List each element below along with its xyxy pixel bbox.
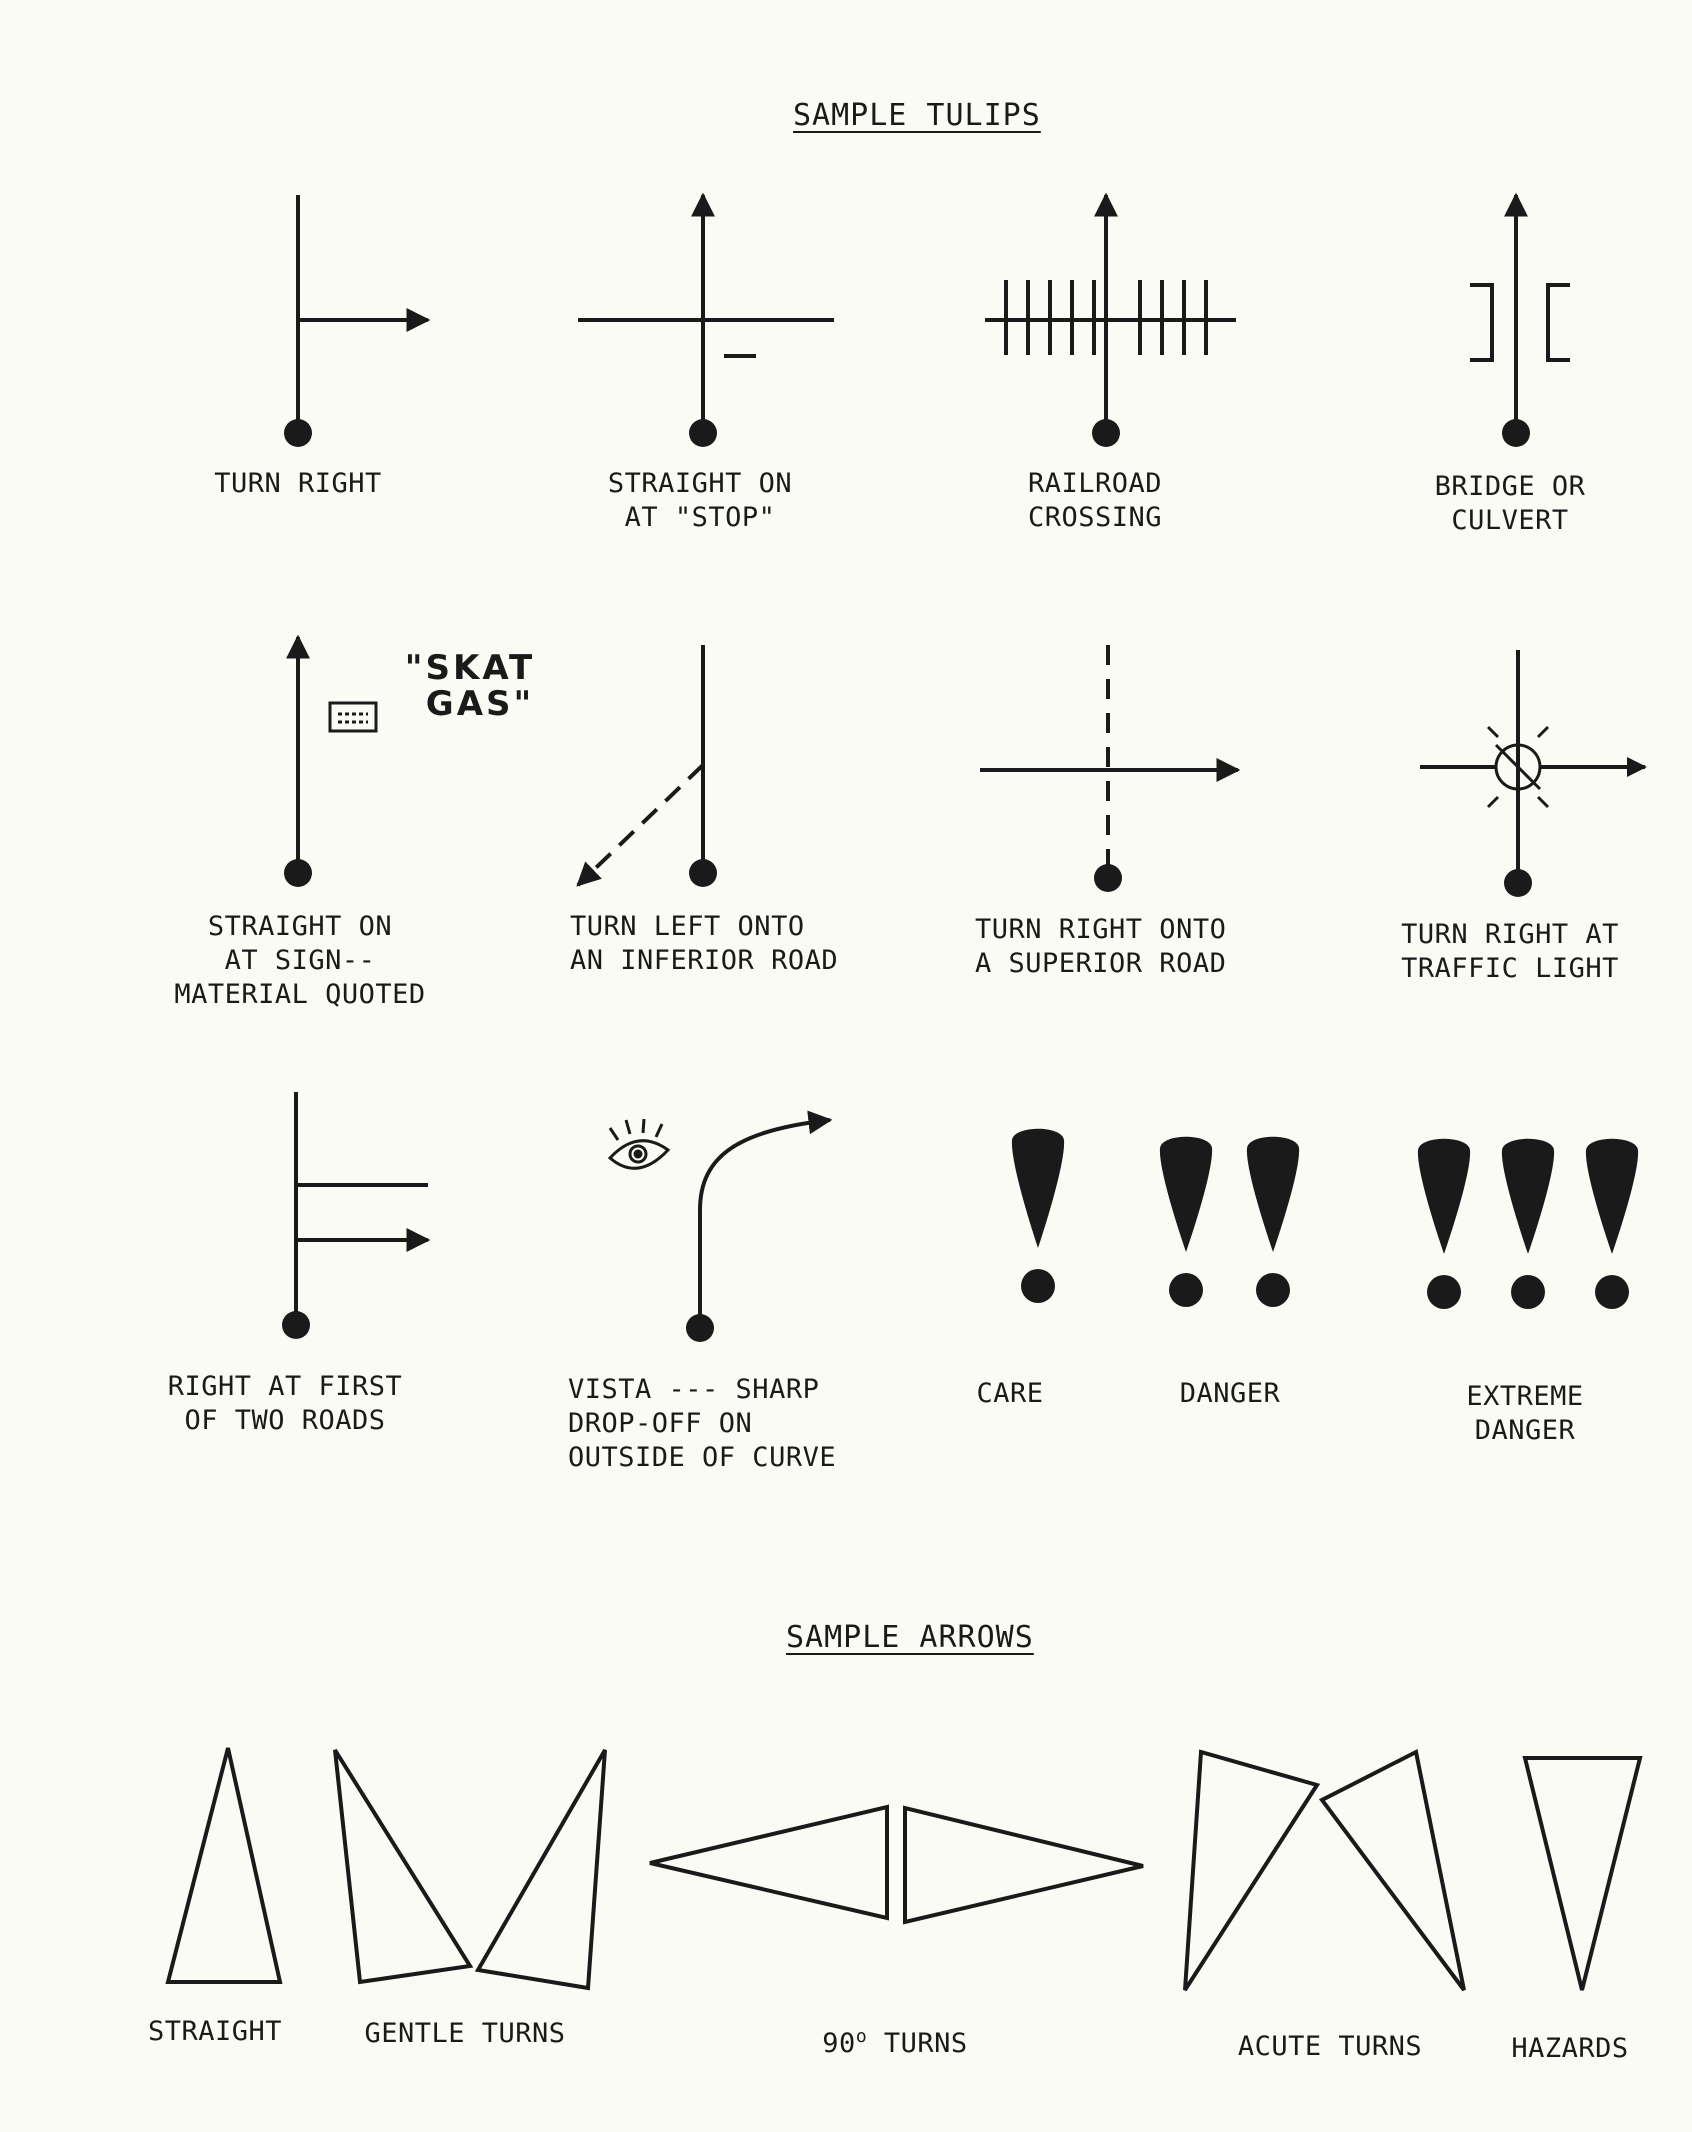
caption-line: AT SIGN--	[224, 945, 376, 976]
quoted-sign-material	[390, 650, 550, 722]
caption-line: MATERIAL QUOTED	[174, 979, 426, 1010]
caption-turn-right	[178, 467, 418, 501]
caption-line: BRIDGE OR	[1434, 471, 1586, 502]
caption-hazards: HAZARDS	[1511, 2033, 1629, 2064]
straight-at-stop-icon	[578, 195, 834, 447]
caption-line: CULVERT	[1451, 505, 1569, 536]
vista-curve-icon	[686, 1120, 830, 1342]
caption-line: VISTA --- SHARP	[568, 1374, 820, 1405]
caption-turn-left-inferior	[570, 910, 870, 978]
heading-sample-tulips: SAMPLE TULIPS	[793, 98, 1041, 133]
railroad-crossing-icon	[985, 195, 1236, 447]
caption-line: CARE	[976, 1378, 1044, 1409]
caption-gentle-turns: GENTLE TURNS	[364, 2018, 566, 2049]
caption-line: DANGER	[1474, 1415, 1576, 1446]
caption-line: DROP-OFF ON	[568, 1408, 753, 1439]
caption-line: TURN RIGHT ONTO	[975, 914, 1227, 945]
exclamation-care-icon	[1012, 1129, 1064, 1303]
caption-90-number: 90	[822, 2028, 856, 2059]
caption-straight-at-sign	[150, 910, 450, 1012]
quote-line-1: "SKAT	[404, 648, 536, 688]
quote-line-2: GAS"	[425, 684, 535, 724]
caption-turn-right-traffic-light	[1380, 918, 1640, 986]
caption-danger	[1165, 1377, 1295, 1411]
caption-line: TURN LEFT ONTO	[570, 911, 805, 942]
caption-line: RAILROAD	[1027, 468, 1163, 499]
triangle-hazard-icon	[1525, 1758, 1640, 1990]
caption-line: AN INFERIOR ROAD	[570, 945, 839, 976]
caption-vista	[568, 1373, 858, 1475]
caption-bridge-culvert	[1400, 470, 1620, 538]
heading-sample-arrows: SAMPLE ARROWS	[786, 1620, 1034, 1655]
caption-line: TRAFFIC LIGHT	[1401, 953, 1619, 984]
turn-right-traffic-light-icon	[1420, 650, 1645, 897]
caption-90-turns	[815, 2020, 975, 2061]
triangle-gentle-right-icon	[478, 1750, 605, 1988]
caption-line: STRAIGHT ON	[207, 911, 393, 942]
caption-railroad-crossing	[985, 467, 1205, 535]
bridge-culvert-icon	[1470, 195, 1570, 447]
triangle-90-left-icon	[650, 1807, 887, 1918]
caption-acute-turns: ACUTE TURNS	[1237, 2031, 1423, 2062]
triangle-acute-left-icon	[1185, 1752, 1317, 1990]
caption-turn-right-superior	[975, 913, 1275, 981]
caption-line: TURN RIGHT	[214, 468, 382, 499]
exclamation-extreme-danger-icon	[1418, 1139, 1638, 1309]
caption-90-suffix: TURNS	[867, 2028, 968, 2059]
right-first-of-two-icon	[282, 1092, 428, 1339]
turn-right-icon	[284, 195, 428, 447]
caption-right-first-of-two	[150, 1370, 420, 1438]
caption-line: CROSSING	[1027, 502, 1163, 533]
triangle-90-right-icon	[905, 1808, 1143, 1922]
caption-straight-at-stop	[575, 467, 825, 535]
caption-line: RIGHT AT FIRST	[167, 1371, 403, 1402]
straight-at-sign-icon	[284, 637, 376, 887]
caption-line: EXTREME	[1466, 1381, 1584, 1412]
triangle-acute-right-icon	[1322, 1752, 1464, 1990]
caption-line: AT "STOP"	[624, 502, 776, 533]
caption-line: OUTSIDE OF CURVE	[568, 1442, 837, 1473]
caption-line: TURN RIGHT AT	[1401, 919, 1619, 950]
eye-icon	[610, 1119, 668, 1168]
triangle-gentle-left-icon	[335, 1750, 470, 1982]
caption-straight: STRAIGHT	[147, 2016, 283, 2047]
caption-line: OF TWO ROADS	[184, 1405, 386, 1436]
caption-line: A SUPERIOR ROAD	[975, 948, 1227, 979]
caption-extreme-danger	[1445, 1380, 1605, 1448]
degree-symbol: o	[855, 2026, 868, 2047]
caption-care	[960, 1377, 1060, 1411]
turn-left-inferior-icon	[578, 645, 717, 887]
triangle-straight-icon	[168, 1748, 280, 1982]
caption-line: STRAIGHT ON	[607, 468, 793, 499]
exclamation-danger-icon	[1160, 1137, 1299, 1307]
caption-line: DANGER	[1179, 1378, 1281, 1409]
turn-right-superior-icon	[980, 645, 1238, 892]
